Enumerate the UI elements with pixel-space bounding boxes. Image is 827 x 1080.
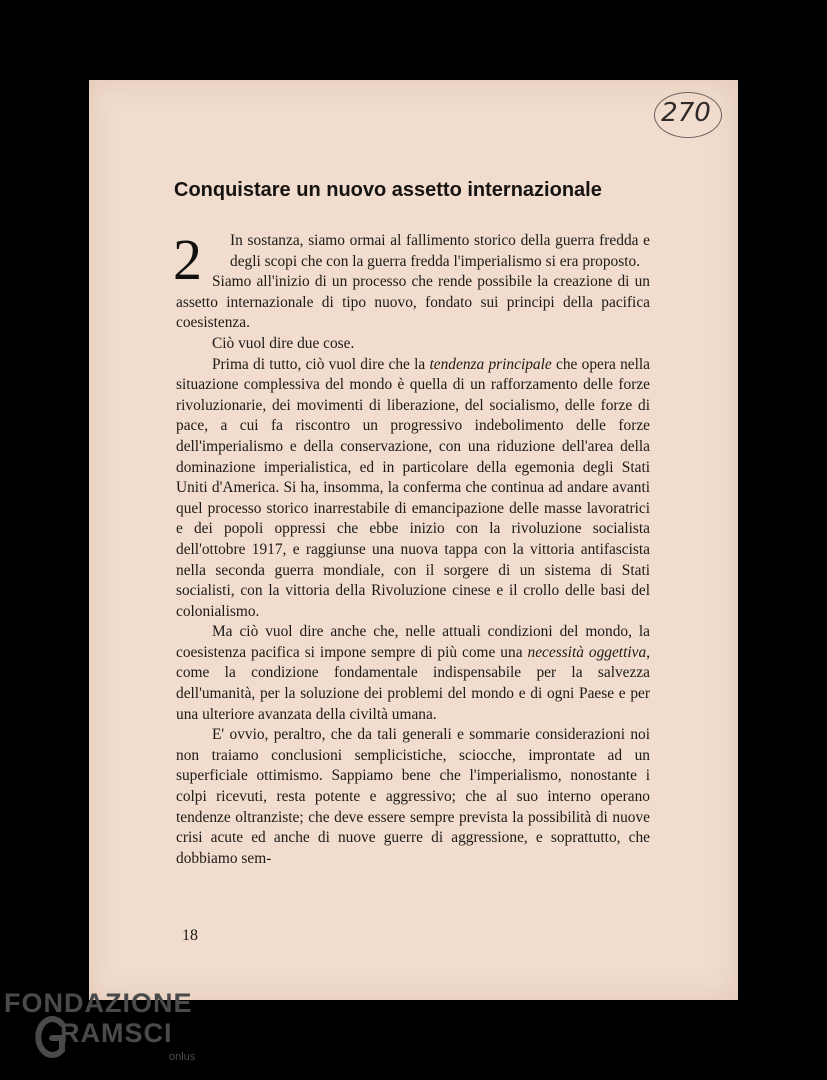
logo-suffix: onlus — [169, 1051, 196, 1063]
paragraph-3: Ciò vuol dire due cose. — [212, 334, 355, 352]
section-number: 2 — [173, 227, 202, 292]
logo-line-2: RAMSCI — [60, 1018, 173, 1048]
paragraph-4-text-b: che opera nella situazione complessiva del mondo è quella di un rafforzamento delle forze rivoluzionarie, dei movimenti di liberazione, del socialismo, delle forze di pace, a cui fa riscontro un progressivo indebolimento delle forze dell'imperialismo e della conservazione, con una riduzione dell'area della dominazione imperialistica, ed in particolare della egemonia degli Stati Uniti d'America. Si ha, insomma, la conferma che continua ad andare avanti quel processo storico inarrestabile di emancipazione delle masse lavoratrici e dei popoli oppressi che ebbe inizio con la rivoluzione socialista dell'ottobre 1917, e raggiunse una nuova tappa con la vittoria antifascista nella seconda guerra mondiale, con il sorgere di un sistema di Stati socialisti, con la vittoria della Rivoluzione cinese e il crollo delle basi del colonialismo. — [176, 355, 650, 620]
body-text — [176, 231, 650, 869]
logo-line-1: FONDAZIONE — [4, 988, 193, 1018]
fondazione-gramsci-logo — [4, 988, 204, 1080]
paragraph-5 — [176, 622, 650, 725]
paragraph-4 — [176, 355, 650, 623]
paragraph-4-text-a: Prima di tutto, ciò vuol dire che la — [212, 355, 430, 373]
paragraph-1: In sostanza, siamo ormai al fallimento storico della guerra fredda e degli scopi che con la guerra fredda l'imperialismo si era proposto. — [230, 232, 650, 270]
emphasis-necessita-oggettiva: necessità oggettiva, — [527, 643, 650, 661]
paragraph-5-text-b: come la condizione fondamentale indispensabile per la salvezza dell'umanità, per la soluzione dei problemi del mondo e di ogni Paese e per una ulteriore avanzata della civiltà umana. — [176, 664, 650, 723]
paragraph-5-text-a: Ma ciò vuol dire anche che, nelle attuali condizioni del mondo, la coesistenza pacifica si impone sempre di più come una — [176, 623, 650, 661]
paragraph-2: Siamo all'inizio di un processo che rende possibile la creazione di un assetto internazionale di tipo nuovo, fondato sui principi della pacifica coesistenza. — [176, 273, 650, 332]
chapter-title: Conquistare un nuovo assetto internazionale — [174, 179, 602, 201]
paragraph-6: E' ovvio, peraltro, che da tali generali e sommarie considerazioni noi non traiamo conclusioni semplicistiche, sciocche, improntate ad un superficiale ottimismo. Sappiamo bene che l'imperialismo, nonostante i colpi ricevuti, resta potente e aggressivo; che al suo interno operano tendenze oltranziste; che deve essere sempre prevista la possibilità di nuove crisi acute ed anche di nuove guerre di aggressione, e soprattutto, che dobbiamo sem- — [176, 726, 650, 867]
page-number: 18 — [182, 927, 198, 944]
emphasis-tendenza-principale: tendenza principale — [429, 355, 552, 373]
book-page — [89, 80, 738, 1000]
handwritten-folio-number: 270 — [661, 98, 711, 128]
